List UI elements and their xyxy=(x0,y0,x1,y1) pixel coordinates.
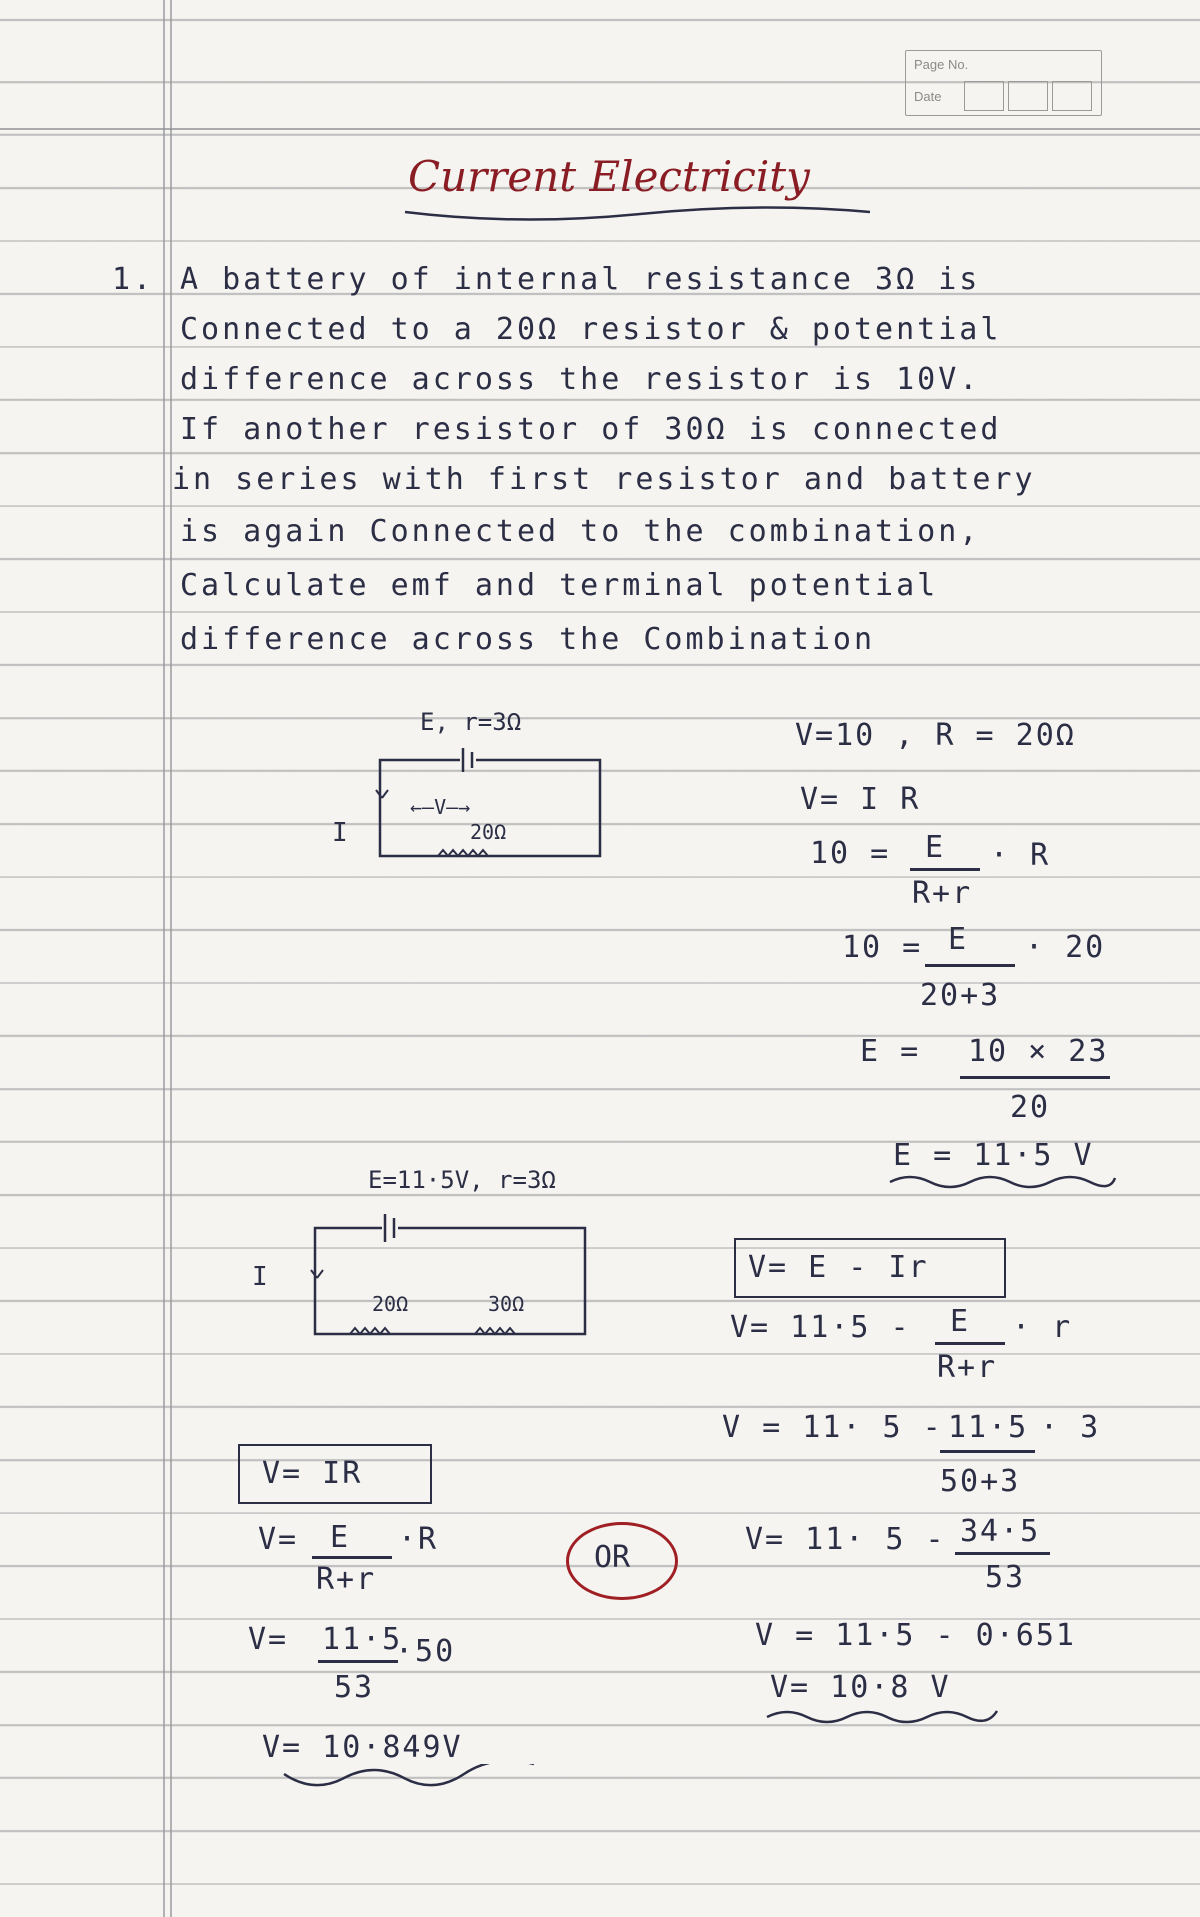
question-line: in series with first resistor and battery xyxy=(172,462,1036,497)
eq-rhs: · 20 xyxy=(1025,930,1106,965)
boxed-formula: V= IR xyxy=(262,1456,363,1491)
result-underline xyxy=(765,1706,1015,1728)
eq-line: V= I R xyxy=(800,782,921,817)
fraction-bar xyxy=(960,1076,1110,1079)
eq-denominator: 20 xyxy=(1010,1090,1051,1125)
question-line: difference across the Combination xyxy=(180,622,876,657)
circuit2-resistor1-label: 20Ω xyxy=(372,1292,409,1316)
page-date-box xyxy=(905,50,1102,116)
eq-denominator: 53 xyxy=(985,1560,1026,1595)
eq-lhs: V= xyxy=(248,1622,289,1657)
margin-line xyxy=(163,0,165,1917)
circuit2-current-label: I xyxy=(252,1262,268,1292)
eq-denominator: 53 xyxy=(334,1670,375,1705)
eq-numerator: E xyxy=(330,1520,351,1555)
eq-numerator: 34·5 xyxy=(960,1514,1041,1549)
circuit2-resistor2-label: 30Ω xyxy=(488,1292,525,1316)
eq-denominator: 20+3 xyxy=(920,978,1001,1013)
eq-line: V=10 , R = 20Ω xyxy=(795,718,1076,753)
eq-lhs: 10 = xyxy=(842,930,923,965)
question-line: is again Connected to the combination, xyxy=(180,514,981,549)
eq-result: V= 10·8 V xyxy=(770,1670,951,1705)
eq-result: V= 10·849V xyxy=(262,1730,463,1765)
circuit2-label-top: E=11·5V, r=3Ω xyxy=(368,1166,556,1194)
date-cell xyxy=(1052,81,1092,111)
date-cell xyxy=(1008,81,1048,111)
fraction-bar xyxy=(910,868,980,871)
circuit1-voltage-label: ←—V—→ xyxy=(410,795,471,819)
circuit2-drawing xyxy=(300,1198,600,1346)
eq-lhs: V= xyxy=(258,1522,299,1557)
question-number: 1. xyxy=(112,262,155,297)
or-label: OR xyxy=(594,1540,631,1575)
eq-rhs: ·R xyxy=(398,1522,439,1557)
eq-denominator: R+r xyxy=(937,1350,998,1385)
eq-lhs: E = xyxy=(860,1034,921,1069)
eq-line: V = 11·5 - 0·651 xyxy=(755,1618,1076,1653)
eq-numerator: E xyxy=(948,922,969,957)
eq-lhs: V= 11·5 - xyxy=(730,1310,911,1345)
header-line xyxy=(0,128,1200,130)
boxed-formula: V= E - Ir xyxy=(748,1250,929,1285)
eq-denominator: R+r xyxy=(316,1562,377,1597)
question-line: A battery of internal resistance 3Ω is xyxy=(180,262,981,297)
date-label: Date xyxy=(914,89,942,104)
title-underline xyxy=(400,200,880,230)
eq-numerator: E xyxy=(925,830,946,865)
question-line: difference across the resistor is 10V. xyxy=(180,362,981,397)
question-line: Connected to a 20Ω resistor & potential xyxy=(180,312,1002,347)
eq-numerator: 11·5 xyxy=(948,1410,1029,1445)
margin-line xyxy=(170,0,172,1917)
eq-lhs: 10 = xyxy=(810,836,891,871)
eq-rhs: · r xyxy=(1012,1310,1073,1345)
circuit1-resistor-label: 20Ω xyxy=(470,820,507,844)
result-underline xyxy=(888,1172,1118,1192)
eq-numerator: 11·5 xyxy=(322,1622,403,1657)
eq-rhs: · R xyxy=(990,838,1051,873)
eq-numerator: E xyxy=(950,1304,971,1339)
eq-rhs: · 3 xyxy=(1040,1410,1101,1445)
eq-lhs: V= 11· 5 - xyxy=(745,1522,946,1557)
question-line: Calculate emf and terminal potential xyxy=(180,568,939,603)
circuit1-label-top: E, r=3Ω xyxy=(420,708,522,736)
eq-denominator: 50+3 xyxy=(940,1464,1021,1499)
date-cell xyxy=(964,81,1004,111)
eq-denominator: R+r xyxy=(912,876,973,911)
eq-numerator: 10 × 23 xyxy=(968,1034,1109,1069)
eq-result: E = 11·5 V xyxy=(893,1138,1094,1173)
fraction-bar xyxy=(935,1342,1005,1345)
page-no-label: Page No. xyxy=(914,57,969,72)
circuit1-drawing xyxy=(360,738,610,870)
circuit1-current-label: I xyxy=(332,818,348,848)
question-line: If another resistor of 30Ω is connected xyxy=(180,412,1002,447)
eq-rhs: ·50 xyxy=(395,1634,456,1669)
fraction-bar xyxy=(312,1556,392,1559)
fraction-bar xyxy=(955,1552,1050,1555)
eq-lhs: V = 11· 5 - xyxy=(722,1410,943,1445)
fraction-bar xyxy=(318,1660,398,1663)
page-title: Current Electricity xyxy=(408,152,810,201)
fraction-bar xyxy=(925,964,1015,967)
result-underline xyxy=(282,1764,542,1790)
fraction-bar xyxy=(940,1450,1035,1453)
